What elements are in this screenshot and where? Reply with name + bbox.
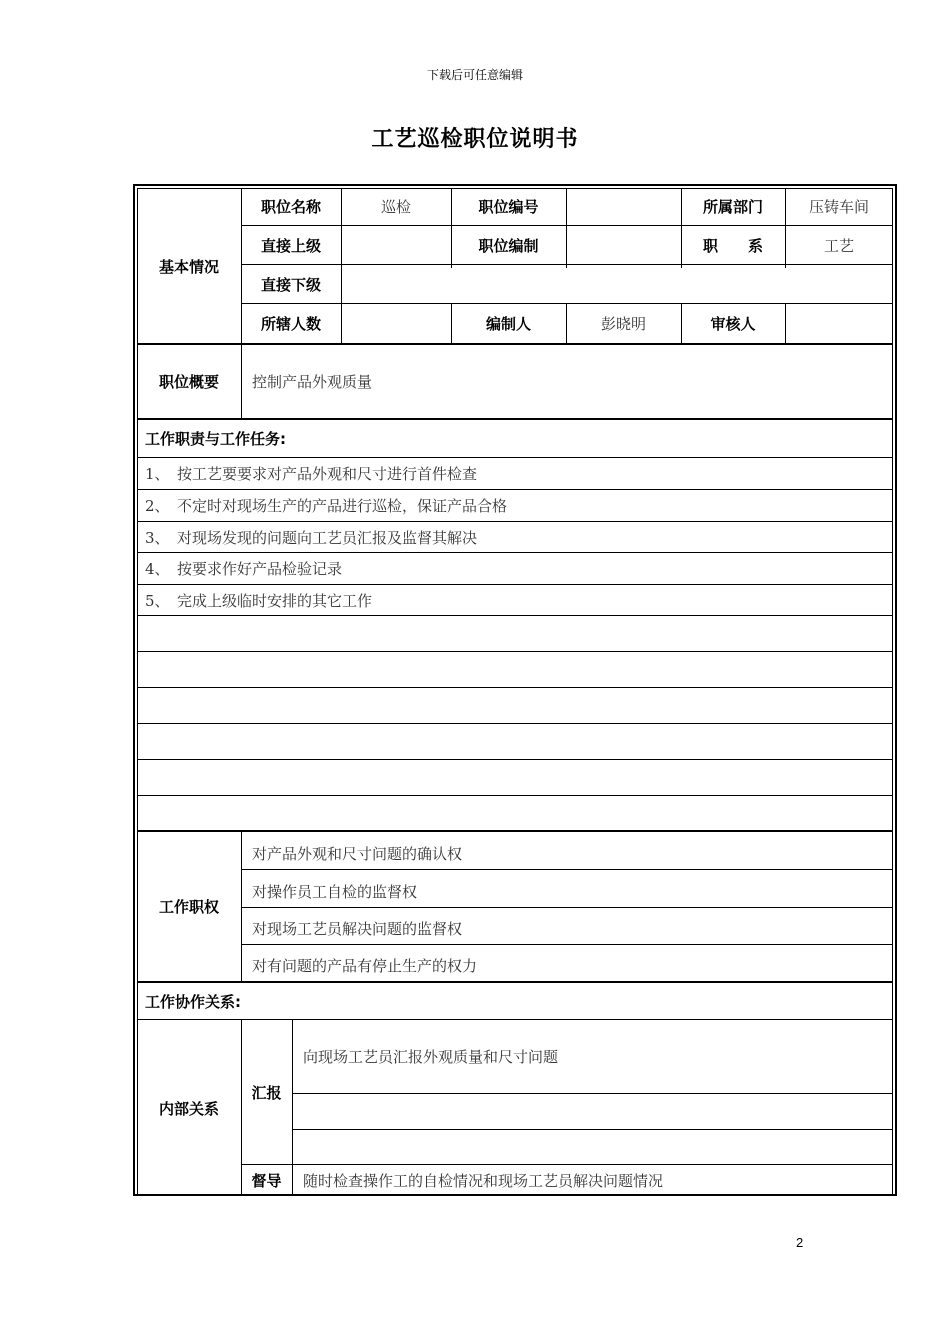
duty-item: 5、 完成上级临时安排的其它工作 [145, 591, 373, 610]
author-value: 彭晓明 [600, 315, 646, 333]
authority-item: 对有问题的产品有停止生产的权力 [252, 957, 478, 975]
duty-item: 1、 按工艺要要求对产品外观和尺寸进行首件检查 [145, 465, 478, 483]
duties-heading: 工作职责与工作任务: [145, 430, 286, 448]
cooperation-heading: 工作协作关系: [145, 992, 241, 1011]
direct-superior-value [341, 226, 451, 264]
duty-item: 4、 按要求作好产品检验记录 [145, 560, 343, 578]
divider [241, 869, 893, 870]
divider [137, 795, 893, 796]
summary-label: 职位概要 [158, 373, 219, 391]
divider [137, 651, 893, 652]
position-code-label: 职位编号 [478, 198, 539, 216]
department-label: 所属部门 [702, 198, 763, 216]
authority-item: 对产品外观和尺寸问题的确认权 [252, 845, 463, 863]
divider [241, 944, 893, 945]
authority-label: 工作职权 [158, 898, 219, 916]
divider [137, 687, 893, 688]
direct-subordinate-value [351, 265, 891, 303]
supervise-text: 随时检查操作工的自检情况和现场工艺员解决问题情况 [303, 1172, 664, 1190]
position-name-value: 巡检 [380, 198, 411, 216]
headcount-plan-label: 职位编制 [478, 236, 539, 255]
header-note: 下载后可任意编辑 [426, 68, 523, 82]
position-code-value [566, 188, 681, 225]
headcount-plan-value [566, 226, 681, 264]
duty-item: 2、 不定时对现场生产的产品进行巡检，保证产品合格 [145, 497, 508, 515]
basic-info-label: 基本情况 [158, 257, 219, 276]
job-family-label: 职 系 [702, 236, 763, 255]
position-name-label: 职位名称 [260, 198, 321, 216]
report-label: 汇报 [251, 1083, 282, 1102]
internal-relation-label: 内部关系 [158, 1099, 219, 1118]
page-number: 2 [796, 1235, 804, 1250]
page-title: 工艺巡检职位说明书 [371, 127, 579, 152]
divider [241, 907, 893, 908]
supervise-label: 督导 [251, 1172, 282, 1190]
report-item [303, 1094, 883, 1129]
divider [137, 759, 893, 760]
divider [241, 345, 242, 419]
summary-text: 控制产品外观质量 [252, 373, 373, 391]
reviewer-label: 审核人 [710, 315, 756, 333]
divider [292, 1019, 293, 1196]
duty-item: 3、 对现场发现的问题向工艺员汇报及监督其解决 [145, 528, 478, 547]
reviewer-value [785, 304, 893, 343]
job-family-value: 工艺 [823, 236, 854, 255]
report-item [303, 1130, 883, 1164]
managed-count-value [341, 304, 451, 343]
report-item: 向现场工艺员汇报外观质量和尺寸问题 [303, 1047, 559, 1066]
managed-count-label: 所辖人数 [260, 315, 321, 333]
department-value: 压铸车间 [808, 198, 869, 216]
authority-item: 对操作员工自检的监督权 [252, 883, 418, 901]
direct-superior-label: 直接上级 [260, 236, 321, 255]
divider [137, 723, 893, 724]
authority-item: 对现场工艺员解决问题的监督权 [252, 920, 463, 938]
divider [137, 830, 893, 832]
author-label: 编制人 [485, 315, 531, 333]
direct-subordinate-label: 直接下级 [260, 275, 321, 294]
divider [137, 615, 893, 616]
